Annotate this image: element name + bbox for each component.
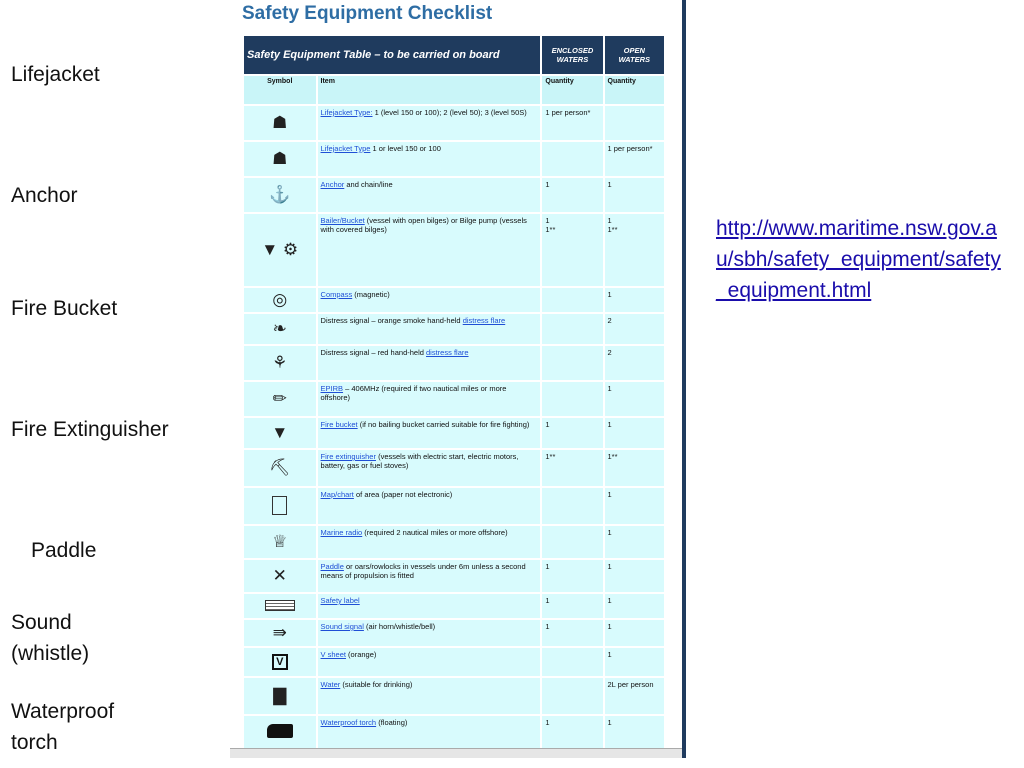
table-row: [244, 418, 664, 448]
quantity-enclosed: 1: [542, 594, 602, 618]
anchor-icon: ⚓: [269, 185, 291, 204]
quantity-open: 1: [605, 620, 665, 646]
table-row: [244, 594, 664, 618]
water-bottle-icon: ▇: [273, 686, 287, 705]
quantity-open: [605, 106, 665, 140]
table-row: [244, 142, 664, 176]
quantity-open: 1: [605, 488, 665, 524]
item-cell: [318, 678, 541, 714]
item-cell: [318, 214, 541, 286]
quantity-open: 1: [605, 526, 665, 558]
quantity-open: 2: [605, 346, 665, 380]
item-cell: [318, 288, 541, 312]
smoke-flare-icon: ❧: [272, 319, 287, 338]
source-url-link[interactable]: http://www.maritime.nsw.gov.au/sbh/safety_equipment/safety_equipment.html: [716, 217, 1001, 302]
quantity-open: 1**: [605, 450, 665, 486]
safety-equipment-table: [242, 34, 666, 750]
table-row: [244, 214, 664, 286]
item-text: (floating): [376, 718, 408, 727]
symbol-cell: [244, 142, 316, 176]
quantity-open: 1 per person*: [605, 142, 665, 176]
symbol-cell: [244, 288, 316, 312]
sound-signal-icon: ⇛: [272, 623, 287, 642]
item-text: (required 2 nautical miles or more offshore): [362, 528, 508, 537]
col-item: Item: [318, 76, 541, 104]
symbol-cell: [244, 560, 316, 592]
item-text: (magnetic): [352, 290, 390, 299]
quantity-open: 1: [605, 716, 665, 748]
quantity-open: 1: [605, 594, 665, 618]
checklist-document: [230, 0, 685, 758]
quantity-enclosed: [542, 288, 602, 312]
quantity-enclosed: [542, 648, 602, 676]
item-link[interactable]: Lifejacket Type:: [320, 108, 373, 117]
item-link[interactable]: Water: [320, 680, 341, 689]
table-row: [244, 178, 664, 212]
item-link[interactable]: Compass: [320, 290, 353, 299]
item-cell: [318, 594, 541, 618]
quantity-enclosed: [542, 346, 602, 380]
table-row: [244, 106, 664, 140]
label-fire-bucket: Fire Bucket: [11, 297, 118, 320]
col-quantity-open: Quantity: [605, 76, 665, 104]
label-lifejacket: Lifejacket: [11, 63, 100, 86]
quantity-enclosed: 1: [542, 418, 602, 448]
item-link[interactable]: distress flare: [426, 348, 469, 357]
table-row: [244, 288, 664, 312]
item-text: Distress signal – red hand-held: [320, 348, 427, 357]
document-border: [682, 0, 686, 758]
item-text: (air horn/whistle/bell): [363, 622, 436, 631]
symbol-cell: [244, 620, 316, 646]
item-link[interactable]: Waterproof torch: [320, 718, 377, 727]
quantity-open: 1: [605, 288, 665, 312]
label-anchor: Anchor: [11, 184, 78, 207]
item-link[interactable]: Safety label: [320, 596, 360, 605]
safety-label-icon: [265, 600, 295, 611]
label-fire-extinguisher: Fire Extinguisher: [11, 418, 169, 441]
table-row: [244, 678, 664, 714]
item-link[interactable]: Anchor: [320, 180, 345, 189]
quantity-enclosed: [542, 526, 602, 558]
quantity-enclosed: 1: [542, 560, 602, 592]
item-link[interactable]: EPIRB: [320, 384, 344, 393]
table-row: [244, 488, 664, 524]
v-sheet-icon: V: [272, 654, 288, 670]
item-cell: [318, 526, 541, 558]
quantity-open: 1 1**: [605, 214, 665, 286]
item-link[interactable]: Lifejacket Type: [320, 144, 371, 153]
waterproof-torch-icon: [267, 724, 293, 738]
item-text: Distress signal – orange smoke hand-held: [320, 316, 463, 325]
quantity-enclosed: [542, 314, 602, 344]
item-text: 1 or level 150 or 100: [370, 144, 441, 153]
item-text: (orange): [345, 650, 377, 659]
col-symbol: Symbol: [244, 76, 316, 104]
table-row: [244, 346, 664, 380]
symbol-cell: [244, 716, 316, 748]
table-row: [244, 560, 664, 592]
symbol-cell: [244, 214, 316, 286]
item-text: and chain/line: [344, 180, 393, 189]
col-enclosed-waters: ENCLOSED WATERS: [542, 36, 602, 74]
lifejacket-icon: ☗: [272, 113, 288, 132]
bailer-bucket-icon: ▼ ⚙: [261, 240, 299, 259]
item-cell: [318, 418, 541, 448]
quantity-enclosed: 1: [542, 620, 602, 646]
label-whistle: (whistle): [11, 642, 90, 665]
quantity-open: 1: [605, 560, 665, 592]
item-link[interactable]: Map/chart: [320, 490, 354, 499]
bottom-strip: [230, 748, 682, 758]
item-cell: [318, 488, 541, 524]
symbol-cell: [244, 314, 316, 344]
item-text: or oars/rowlocks in vessels under 6m unless a second means of propulsion is fitted: [320, 562, 526, 580]
symbol-cell: [244, 678, 316, 714]
symbol-cell: [244, 106, 316, 140]
symbol-cell: [244, 418, 316, 448]
symbol-cell: [244, 346, 316, 380]
quantity-enclosed: 1 1**: [542, 214, 602, 286]
item-link[interactable]: Fire bucket: [320, 420, 358, 429]
quantity-open: 1: [605, 178, 665, 212]
lifejacket-icon: ☗: [272, 149, 288, 168]
item-cell: [318, 716, 541, 748]
table-row: [244, 382, 664, 416]
quantity-enclosed: 1: [542, 716, 602, 748]
item-link[interactable]: Sound signal: [320, 622, 364, 631]
item-text: (suitable for drinking): [340, 680, 413, 689]
compass-icon: ◎: [272, 290, 288, 309]
item-cell: [318, 620, 541, 646]
symbol-cell: [244, 178, 316, 212]
item-text: (vessel with open bilges) or Bilge pump (vessels with covered bilges): [320, 216, 527, 234]
label-waterproof: Waterproof: [11, 700, 115, 723]
fire-bucket-icon: ▼: [271, 423, 289, 442]
table-row: [244, 450, 664, 486]
paddle-icon: ✕: [272, 566, 287, 585]
label-sound: Sound: [11, 611, 72, 634]
quantity-open: 2: [605, 314, 665, 344]
item-cell: [318, 142, 541, 176]
item-cell: [318, 314, 541, 344]
marine-radio-icon: ♕: [272, 532, 288, 551]
table-row: [244, 314, 664, 344]
item-cell: [318, 178, 541, 212]
label-torch: torch: [11, 731, 58, 754]
item-text: (vessels with electric start, electric motors, battery, gas or fuel stoves): [320, 452, 519, 470]
red-flare-icon: ⚘: [272, 353, 288, 372]
item-cell: [318, 382, 541, 416]
quantity-open: 1: [605, 648, 665, 676]
item-link[interactable]: distress flare: [462, 316, 506, 325]
quantity-enclosed: 1: [542, 178, 602, 212]
table-row: [244, 526, 664, 558]
item-link[interactable]: Marine radio: [320, 528, 363, 537]
item-cell: [318, 560, 541, 592]
quantity-enclosed: 1**: [542, 450, 602, 486]
document-title: Safety Equipment Checklist: [242, 3, 493, 24]
table-row: [244, 620, 664, 646]
symbol-cell: [244, 488, 316, 524]
table-row: [244, 716, 664, 748]
item-cell: [318, 106, 541, 140]
label-paddle: Paddle: [31, 539, 97, 562]
symbol-cell: [244, 594, 316, 618]
col-open-waters: OPEN WATERS: [605, 36, 665, 74]
quantity-enclosed: [542, 142, 602, 176]
map-icon: [272, 496, 287, 515]
item-link[interactable]: V sheet: [320, 650, 346, 659]
table-title: Safety Equipment Table – to be carried on board: [244, 36, 540, 74]
fire-extinguisher-icon: ⛏: [268, 458, 291, 477]
quantity-enclosed: [542, 488, 602, 524]
symbol-cell: [244, 382, 316, 416]
item-text: – 406MHz (required if two nautical miles or more offshore): [320, 384, 507, 402]
epirb-icon: ✏: [272, 389, 287, 408]
quantity-open: 2L per person: [605, 678, 665, 714]
quantity-enclosed: [542, 382, 602, 416]
item-link[interactable]: Bailer/Bucket: [320, 216, 365, 225]
col-quantity-enclosed: Quantity: [542, 76, 602, 104]
item-cell: [318, 346, 541, 380]
symbol-cell: [244, 648, 316, 676]
symbol-cell: [244, 526, 316, 558]
quantity-enclosed: [542, 678, 602, 714]
item-cell: [318, 648, 541, 676]
quantity-open: 1: [605, 382, 665, 416]
item-cell: [318, 450, 541, 486]
symbol-cell: [244, 450, 316, 486]
quantity-enclosed: 1 per person*: [542, 106, 602, 140]
quantity-open: 1: [605, 418, 665, 448]
item-text: (if no bailing bucket carried suitable for fire fighting): [357, 420, 530, 429]
item-link[interactable]: Fire extinguisher: [320, 452, 376, 461]
item-text: of area (paper not electronic): [353, 490, 453, 499]
table-row: [244, 648, 664, 676]
item-text: 1 (level 150 or 100); 2 (level 50); 3 (level 50S): [372, 108, 527, 117]
item-link[interactable]: Paddle: [320, 562, 344, 571]
